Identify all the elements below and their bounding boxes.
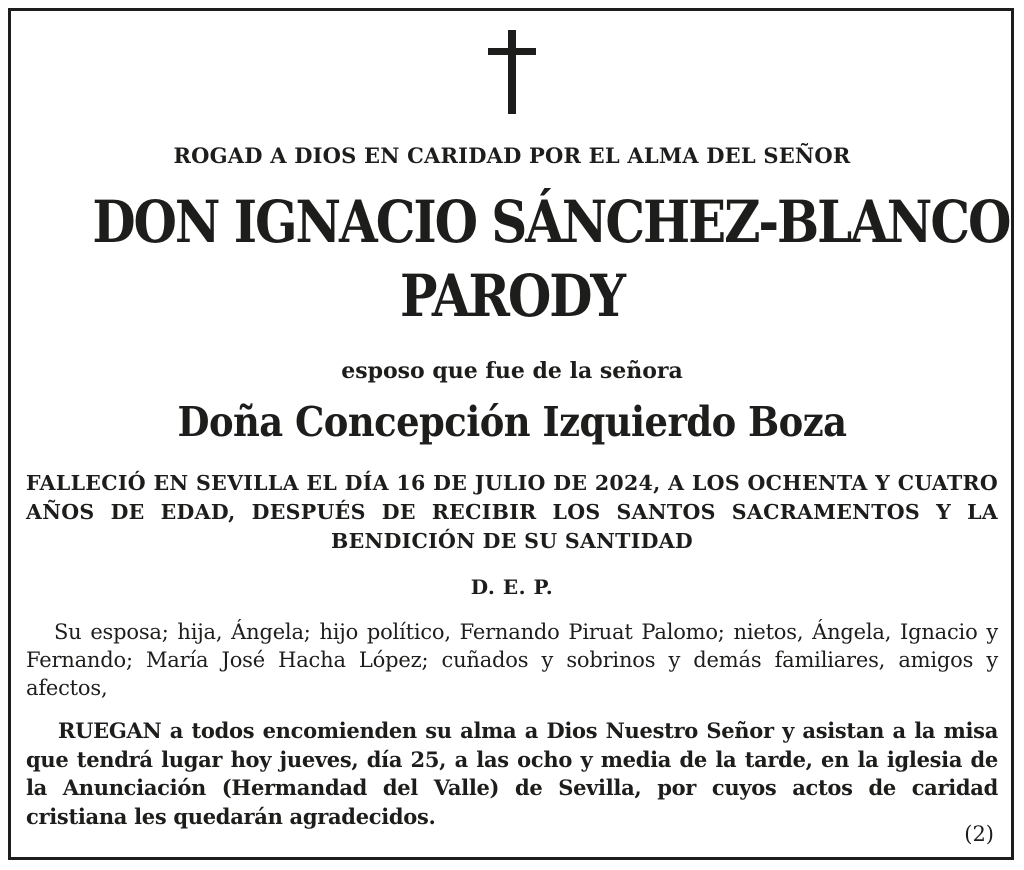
rest-in-peace: D. E. P. <box>470 575 554 599</box>
plea-text: a todos encomienden su alma a Dios Nuestro Señor y asistan a la misa que tendrá lugar hoy jueves, día 25, a las ocho y media de la tarde, en la iglesia de la Anunciación (Hermandad del Valle) de Sevilla, por cuyos actos de caridad cristiana les quedarán agradecidos. <box>26 718 998 829</box>
deceased-name-line-2: PARODY <box>400 262 624 330</box>
prayer-intro: ROGAD A DIOS EN CARIDAD POR EL ALMA DEL SEÑOR <box>173 143 851 168</box>
mass-paragraph <box>26 717 998 831</box>
spouse-intro: esposo que fue de la señora <box>341 358 683 384</box>
death-announcement: FALLECIÓ EN SEVILLA EL DÍA 16 DE JULIO DE 2024, A LOS OCHENTA Y CUATRO AÑOS DE EDAD, DESPUÉS DE RECIBIR LOS SANTOS SACRAMENTOS Y LA BENDICIÓN DE SU SANTIDAD <box>26 471 998 553</box>
spouse-name: Doña Concepción Izquierdo Boza <box>177 398 847 446</box>
cross-icon <box>488 30 536 114</box>
deceased-name-line-1: DON IGNACIO SÁNCHEZ-BLANCO <box>92 188 1010 256</box>
family-paragraph: Su esposa; hija, Ángela; hijo político, Fernando Piruat Palomo; nietos, Ángela, Ignacio y Fernando; María José Hacha López; cuñados y sobrinos y demás familiares, amigos y afectos, <box>26 620 998 700</box>
plea-lead: RUEGAN <box>58 718 162 743</box>
notice-reference: (2) <box>964 822 994 846</box>
